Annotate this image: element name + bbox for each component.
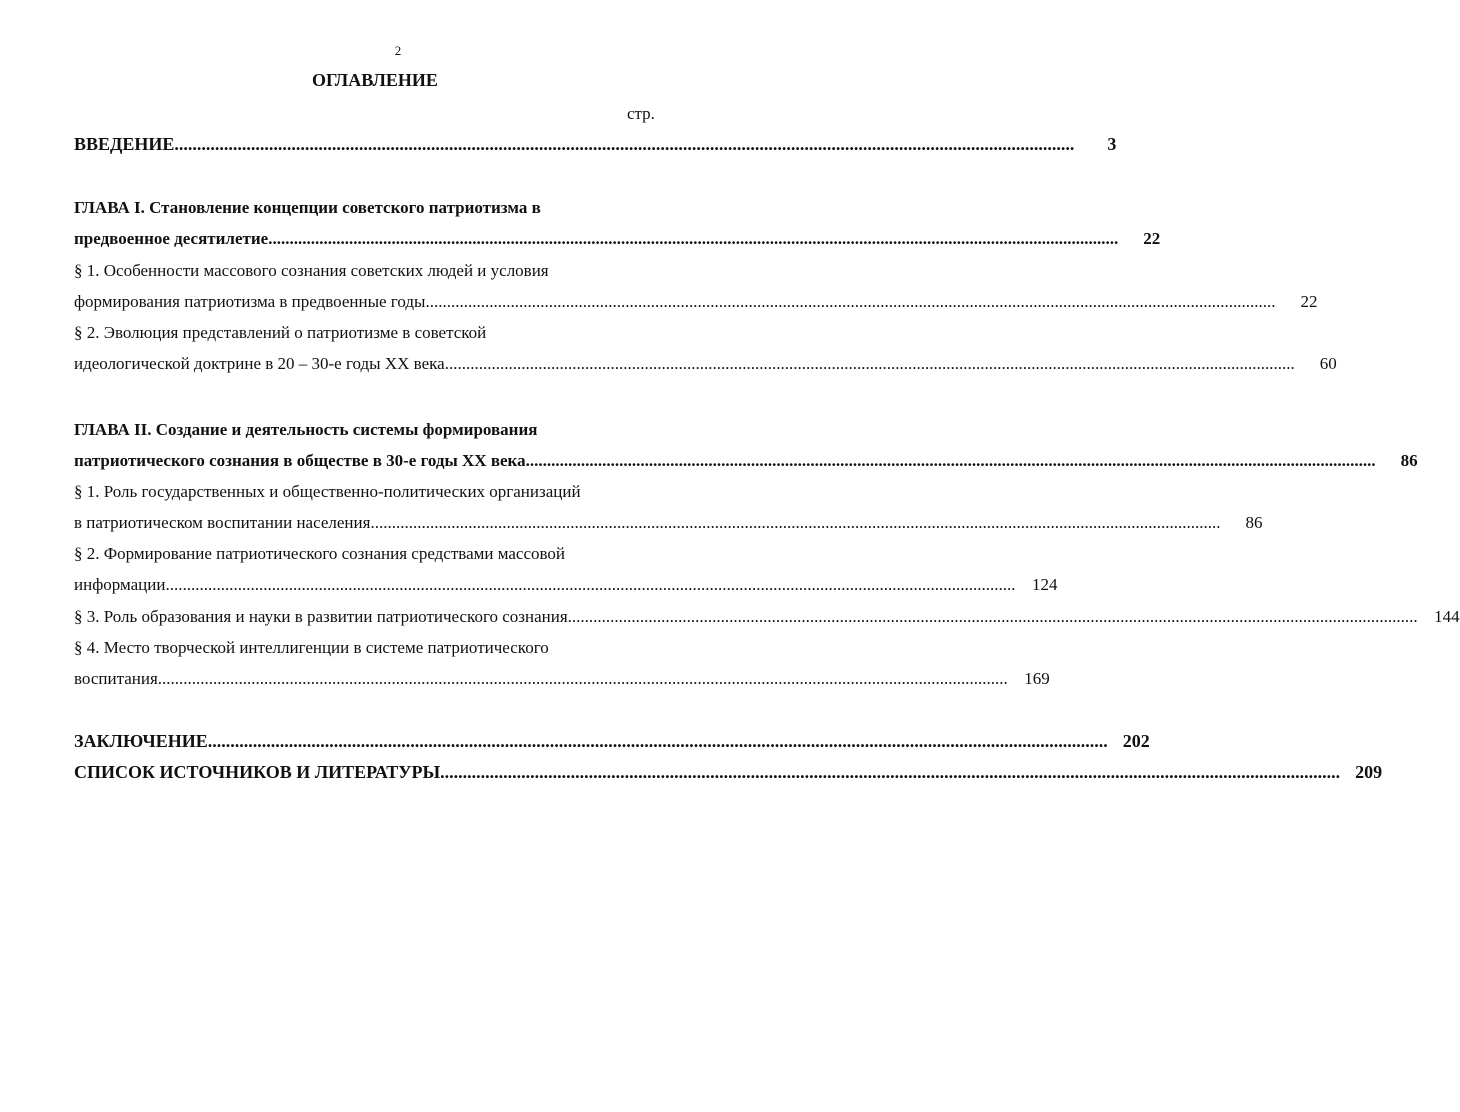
toc-ch2-sec4 <box>74 669 1050 689</box>
leader-dots: ........................................................................................................................................................................................................ <box>165 575 1016 594</box>
leader-dots: ........................................................................................................................................................................................................ <box>425 292 1276 311</box>
toc-ch2-sec2 <box>74 575 1058 595</box>
toc-entry-intro-title: ВВЕДЕНИЕ <box>74 134 175 154</box>
toc-ch2-sec4-line1: § 4. Место творческой интеллигенции в системе патриотического <box>74 638 549 657</box>
toc-chapter-1-line2: предвоенное десятилетие <box>74 229 269 248</box>
toc-ch2-sec2-line2: информации <box>74 575 166 594</box>
leader-dots: ........................................................................................................................................................................................................ <box>525 451 1376 470</box>
toc-ch1-sec1-line1: § 1. Особенности массового сознания советских людей и условия <box>74 261 549 280</box>
toc-ch1-sec2-line1: § 2. Эволюция представлений о патриотизме в советской <box>74 323 487 342</box>
toc-ch2-sec2-page: 124 <box>1031 575 1058 594</box>
leader-dots: ........................................................................................................................................................................................................ <box>174 134 1075 154</box>
toc-ch2-sec3-line1: § 3. Роль образования и науки в развитии патриотического сознания <box>74 607 568 626</box>
toc-chapter-2-line2: патриотического сознания в обществе в 30-е годы XX века <box>74 451 526 470</box>
toc-ch2-sec4-page: 169 <box>1024 669 1050 688</box>
toc-ch2-sec2-line1: § 2. Формирование патриотического сознания средствами массовой <box>74 544 566 563</box>
toc-ch1-sec1-line2: формирования патриотизма в предвоенные годы <box>74 292 426 311</box>
toc-ch2-sec1-line2: в патриотическом воспитании населения <box>74 513 371 532</box>
toc-ch1-sec2-page: 60 <box>1319 354 1337 373</box>
toc-chapter-2 <box>74 451 1418 471</box>
toc-chapter-1-line1: ГЛАВА I. Становление концепции советского патриотизма в <box>74 198 541 217</box>
toc-chapter-2-line1: ГЛАВА II. Создание и деятельность системы формирования <box>74 420 538 439</box>
page-title: ОГЛАВЛЕНИЕ <box>312 70 438 90</box>
toc-chapter-1-page: 22 <box>1143 229 1161 248</box>
toc-chapter-1 <box>74 229 1161 249</box>
leader-dots: ........................................................................................................................................................................................................ <box>268 229 1119 248</box>
toc-entry-sources-title: СПИСОК ИСТОЧНИКОВ И ЛИТЕРАТУРЫ <box>74 762 441 782</box>
leader-dots: ........................................................................................................................................................................................................ <box>444 354 1295 373</box>
toc-ch2-sec1 <box>74 513 1263 533</box>
toc-chapter-2-page: 86 <box>1400 451 1418 470</box>
leader-dots: ........................................................................................................................................................................................................ <box>207 731 1108 751</box>
leader-dots: ........................................................................................................................................................................................................ <box>440 762 1341 782</box>
toc-entry-conclusion <box>74 731 1150 752</box>
toc-ch1-sec2-line2: идеологической доктрине в 20 – 30-е годы XX века <box>74 354 445 373</box>
toc-ch2-sec1-line1: § 1. Роль государственных и общественно-политических организаций <box>74 482 581 501</box>
toc-entry-intro-page: 3 <box>1107 134 1117 154</box>
toc-ch1-sec2 <box>74 354 1337 374</box>
leader-dots: ........................................................................................................................................................................................................ <box>370 513 1221 532</box>
toc-entry-conclusion-page: 202 <box>1122 731 1150 751</box>
toc-ch2-sec3-page: 144 <box>1434 607 1460 626</box>
toc-ch1-sec1-page: 22 <box>1300 292 1318 311</box>
toc-entry-sources <box>74 762 1383 783</box>
toc-ch2-sec3 <box>74 607 1460 627</box>
toc-ch2-sec4-line2: воспитания <box>74 669 158 688</box>
leader-dots: ........................................................................................................................................................................................................ <box>567 607 1418 626</box>
leader-dots: ........................................................................................................................................................................................................ <box>157 669 1008 688</box>
page-column-label: стр. <box>627 104 655 123</box>
toc-entry-sources-page: 209 <box>1355 762 1383 782</box>
toc-entry-intro <box>74 134 1117 155</box>
toc-entry-conclusion-title: ЗАКЛЮЧЕНИЕ <box>74 731 208 751</box>
page-number: 2 <box>394 43 402 58</box>
toc-ch1-sec1 <box>74 292 1318 312</box>
toc-ch2-sec1-page: 86 <box>1245 513 1263 532</box>
